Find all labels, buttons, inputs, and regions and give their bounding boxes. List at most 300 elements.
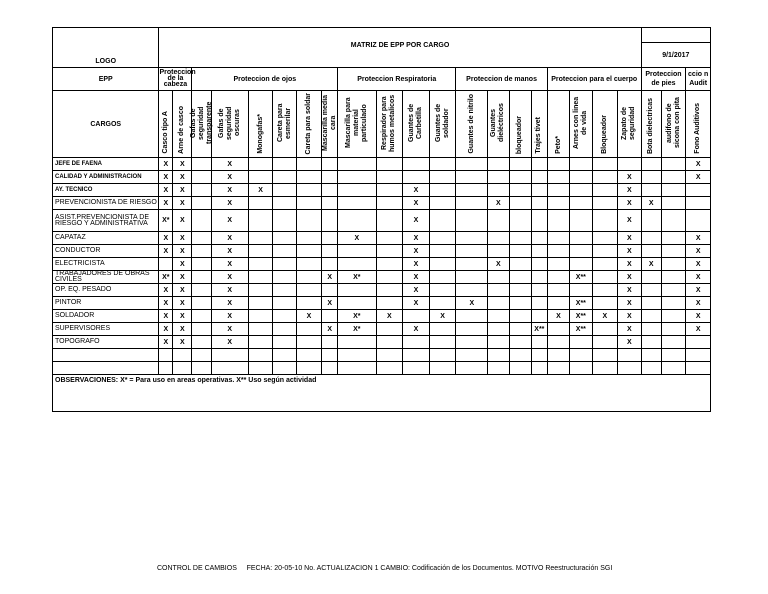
column-header bbox=[509, 91, 531, 158]
epp-mark: X bbox=[376, 310, 403, 323]
epp-mark bbox=[509, 336, 531, 349]
epp-mark: X bbox=[403, 284, 430, 297]
epp-mark bbox=[429, 349, 456, 362]
epp-mark: X bbox=[686, 232, 711, 245]
epp-mark bbox=[273, 210, 296, 232]
epp-mark bbox=[376, 336, 403, 349]
epp-mark: X* bbox=[159, 271, 173, 284]
epp-mark: X bbox=[618, 171, 642, 184]
epp-mark bbox=[592, 171, 618, 184]
epp-mark bbox=[547, 245, 569, 258]
column-header-label: Trajes tivet bbox=[535, 117, 543, 154]
column-header bbox=[189, 91, 213, 158]
epp-mark bbox=[509, 158, 531, 171]
epp-mark bbox=[641, 184, 661, 197]
epp-mark bbox=[338, 336, 376, 349]
epp-mark bbox=[570, 336, 592, 349]
epp-mark: X bbox=[173, 310, 192, 323]
epp-mark bbox=[248, 310, 272, 323]
epp-mark: X bbox=[338, 232, 376, 245]
column-header-label: Mascarilla para material particulado bbox=[344, 97, 368, 149]
epp-mark bbox=[322, 258, 338, 271]
epp-mark bbox=[296, 210, 322, 232]
epp-mark: X bbox=[159, 158, 173, 171]
epp-mark bbox=[273, 336, 296, 349]
epp-mark bbox=[547, 171, 569, 184]
observations-note: OBSERVACIONES: X* = Para uso en areas operativas. X** Uso según actividad bbox=[53, 375, 711, 412]
epp-mark bbox=[376, 158, 403, 171]
table-row bbox=[53, 349, 711, 362]
epp-mark bbox=[488, 349, 509, 362]
epp-mark: X bbox=[618, 258, 642, 271]
epp-mark bbox=[338, 245, 376, 258]
epp-mark bbox=[192, 184, 211, 197]
epp-mark bbox=[592, 232, 618, 245]
epp-mark bbox=[456, 171, 488, 184]
cargo-name: PINTOR bbox=[53, 297, 159, 310]
epp-mark: X bbox=[211, 158, 248, 171]
column-header-label: Mascarilla media cara bbox=[321, 94, 337, 152]
column-header bbox=[618, 91, 642, 158]
epp-mark bbox=[376, 323, 403, 336]
epp-mark: X bbox=[173, 284, 192, 297]
epp-mark: X bbox=[592, 310, 618, 323]
column-header-label: Peto* bbox=[554, 136, 562, 154]
epp-mark bbox=[248, 258, 272, 271]
epp-mark bbox=[531, 336, 547, 349]
epp-mark bbox=[273, 310, 296, 323]
epp-mark bbox=[488, 158, 509, 171]
epp-mark bbox=[192, 310, 211, 323]
epp-mark: X bbox=[641, 197, 661, 210]
epp-mark bbox=[592, 362, 618, 375]
table-row bbox=[53, 158, 711, 171]
epp-mark bbox=[273, 171, 296, 184]
epp-mark: X bbox=[296, 310, 322, 323]
epp-mark bbox=[429, 210, 456, 232]
epp-mark bbox=[488, 323, 509, 336]
column-header bbox=[592, 91, 618, 158]
epp-mark bbox=[456, 258, 488, 271]
epp-mark bbox=[456, 197, 488, 210]
epp-mark bbox=[570, 171, 592, 184]
epp-mark: X bbox=[403, 245, 430, 258]
epp-mark: X bbox=[322, 323, 338, 336]
cargos-label: CARGOS bbox=[53, 91, 159, 158]
group-header: Proteccion para el cuerpo bbox=[547, 68, 641, 91]
table-row bbox=[53, 184, 711, 197]
epp-mark bbox=[547, 284, 569, 297]
epp-mark bbox=[570, 184, 592, 197]
epp-mark bbox=[248, 245, 272, 258]
epp-mark: X bbox=[618, 323, 642, 336]
epp-mark bbox=[592, 245, 618, 258]
epp-mark bbox=[296, 323, 322, 336]
epp-mark: X bbox=[686, 171, 711, 184]
epp-mark bbox=[641, 245, 661, 258]
epp-mark bbox=[322, 171, 338, 184]
table-row bbox=[53, 171, 711, 184]
epp-mark bbox=[456, 310, 488, 323]
epp-mark bbox=[159, 258, 173, 271]
epp-mark bbox=[403, 158, 430, 171]
epp-mark bbox=[248, 349, 272, 362]
epp-mark bbox=[531, 232, 547, 245]
epp-mark: X bbox=[211, 271, 248, 284]
epp-mark bbox=[296, 297, 322, 310]
epp-mark bbox=[173, 349, 192, 362]
epp-mark bbox=[509, 362, 531, 375]
cargo-name bbox=[53, 349, 159, 362]
epp-mark bbox=[296, 336, 322, 349]
epp-mark: X** bbox=[570, 297, 592, 310]
epp-mark bbox=[547, 210, 569, 232]
epp-mark bbox=[429, 323, 456, 336]
document-date: 9/1/2017 bbox=[641, 43, 710, 68]
epp-mark bbox=[376, 232, 403, 245]
epp-mark: X* bbox=[338, 323, 376, 336]
epp-mark bbox=[296, 197, 322, 210]
epp-mark: X bbox=[159, 284, 173, 297]
epp-mark: X bbox=[618, 284, 642, 297]
column-header bbox=[403, 91, 430, 158]
column-header bbox=[429, 91, 456, 158]
epp-mark: X bbox=[618, 197, 642, 210]
epp-mark bbox=[570, 362, 592, 375]
epp-mark bbox=[429, 232, 456, 245]
epp-mark bbox=[192, 171, 211, 184]
logo: LOGO bbox=[53, 28, 159, 68]
column-header bbox=[686, 91, 711, 158]
column-header-label: Guantes de Carbetilla bbox=[407, 103, 423, 143]
epp-mark bbox=[456, 323, 488, 336]
cargo-name: PREVENCIONISTA DE RIESGO bbox=[53, 197, 159, 210]
epp-mark bbox=[192, 323, 211, 336]
epp-mark bbox=[531, 271, 547, 284]
epp-mark bbox=[661, 258, 685, 271]
epp-mark bbox=[592, 258, 618, 271]
table-row bbox=[53, 271, 711, 284]
epp-mark bbox=[192, 158, 211, 171]
epp-mark: X bbox=[686, 297, 711, 310]
epp-mark: X* bbox=[159, 210, 173, 232]
epp-mark bbox=[509, 184, 531, 197]
epp-mark bbox=[429, 258, 456, 271]
epp-mark bbox=[429, 362, 456, 375]
group-header: Proteccion de la cabeza bbox=[159, 68, 192, 91]
epp-mark: X bbox=[159, 197, 173, 210]
epp-mark bbox=[547, 297, 569, 310]
epp-mark bbox=[376, 271, 403, 284]
column-header bbox=[570, 91, 592, 158]
group-header: Proteccion de ojos bbox=[192, 68, 338, 91]
epp-mark bbox=[429, 197, 456, 210]
epp-mark bbox=[661, 197, 685, 210]
epp-mark bbox=[173, 362, 192, 375]
epp-mark bbox=[509, 323, 531, 336]
epp-mark: X bbox=[173, 258, 192, 271]
epp-mark bbox=[570, 232, 592, 245]
table-row bbox=[53, 297, 711, 310]
epp-mark bbox=[273, 284, 296, 297]
epp-mark bbox=[641, 271, 661, 284]
epp-mark bbox=[456, 362, 488, 375]
epp-mark bbox=[322, 158, 338, 171]
epp-mark bbox=[488, 310, 509, 323]
epp-mark bbox=[592, 184, 618, 197]
column-header-label: Gafas de seguridad oscuras bbox=[217, 106, 241, 140]
cargo-name: TOPOGRAFO bbox=[53, 336, 159, 349]
epp-mark: X** bbox=[531, 323, 547, 336]
column-header bbox=[338, 91, 376, 158]
epp-mark bbox=[509, 297, 531, 310]
epp-mark bbox=[338, 297, 376, 310]
epp-mark bbox=[641, 336, 661, 349]
cargo-name: OP. EQ. PESADO bbox=[53, 284, 159, 297]
group-header: Proteccion de manos bbox=[456, 68, 548, 91]
epp-mark bbox=[429, 158, 456, 171]
epp-mark: X bbox=[686, 258, 711, 271]
column-header-label: Careta para soldar bbox=[304, 92, 312, 154]
epp-mark bbox=[641, 158, 661, 171]
epp-mark bbox=[592, 271, 618, 284]
epp-mark: X bbox=[173, 336, 192, 349]
epp-mark bbox=[509, 171, 531, 184]
epp-mark bbox=[509, 232, 531, 245]
table-row bbox=[53, 210, 711, 232]
column-header-label: Guantes de nitrilo bbox=[467, 94, 475, 154]
epp-mark bbox=[296, 271, 322, 284]
epp-mark bbox=[570, 349, 592, 362]
epp-mark: X bbox=[488, 197, 509, 210]
epp-mark bbox=[686, 362, 711, 375]
epp-mark bbox=[273, 232, 296, 245]
epp-mark bbox=[273, 297, 296, 310]
epp-mark: X bbox=[403, 197, 430, 210]
epp-mark bbox=[531, 171, 547, 184]
column-header-label: Guantes dieléctricos bbox=[490, 103, 506, 143]
epp-mark bbox=[338, 171, 376, 184]
epp-mark bbox=[273, 362, 296, 375]
column-header bbox=[531, 91, 547, 158]
epp-mark: X bbox=[686, 271, 711, 284]
epp-mark bbox=[429, 284, 456, 297]
epp-mark bbox=[322, 349, 338, 362]
epp-mark bbox=[192, 245, 211, 258]
epp-mark bbox=[159, 349, 173, 362]
epp-mark bbox=[338, 258, 376, 271]
epp-mark: X bbox=[547, 310, 569, 323]
epp-mark bbox=[192, 232, 211, 245]
epp-mark: X bbox=[159, 245, 173, 258]
epp-mark: X bbox=[173, 210, 192, 232]
column-header bbox=[547, 91, 569, 158]
epp-mark bbox=[322, 362, 338, 375]
table-row bbox=[53, 258, 711, 271]
epp-mark bbox=[273, 184, 296, 197]
epp-mark bbox=[547, 336, 569, 349]
epp-mark bbox=[338, 197, 376, 210]
epp-mark bbox=[403, 336, 430, 349]
epp-mark bbox=[248, 158, 272, 171]
epp-mark bbox=[248, 336, 272, 349]
epp-mark bbox=[592, 284, 618, 297]
epp-mark bbox=[273, 245, 296, 258]
epp-mark bbox=[531, 349, 547, 362]
epp-mark bbox=[192, 197, 211, 210]
epp-mark bbox=[248, 210, 272, 232]
epp-mark bbox=[403, 171, 430, 184]
epp-mark: X bbox=[211, 171, 248, 184]
epp-mark bbox=[531, 197, 547, 210]
epp-mark bbox=[592, 158, 618, 171]
epp-mark bbox=[192, 297, 211, 310]
epp-mark bbox=[641, 323, 661, 336]
epp-mark bbox=[641, 362, 661, 375]
epp-mark bbox=[488, 210, 509, 232]
epp-mark: X bbox=[488, 258, 509, 271]
epp-mark bbox=[509, 258, 531, 271]
epp-mark bbox=[641, 232, 661, 245]
column-header-label: Guantes de soldador bbox=[434, 103, 450, 143]
epp-mark bbox=[429, 336, 456, 349]
epp-mark bbox=[403, 362, 430, 375]
epp-mark bbox=[661, 171, 685, 184]
epp-mark bbox=[570, 158, 592, 171]
epp-mark bbox=[338, 284, 376, 297]
epp-matrix-table bbox=[52, 27, 711, 412]
column-header-label: Bloqueador bbox=[600, 115, 608, 154]
cargo-name: JEFE DE FAENA bbox=[53, 158, 159, 171]
epp-mark bbox=[661, 297, 685, 310]
column-header bbox=[159, 91, 173, 158]
epp-mark bbox=[322, 197, 338, 210]
epp-mark bbox=[322, 336, 338, 349]
column-header-label: audifono de sicona con pita bbox=[665, 97, 681, 149]
epp-mark: X bbox=[159, 323, 173, 336]
epp-mark bbox=[338, 349, 376, 362]
epp-mark bbox=[661, 271, 685, 284]
epp-mark bbox=[509, 245, 531, 258]
epp-mark bbox=[592, 210, 618, 232]
epp-mark bbox=[429, 171, 456, 184]
epp-mark bbox=[338, 210, 376, 232]
epp-mark bbox=[376, 171, 403, 184]
epp-mark bbox=[570, 210, 592, 232]
epp-mark bbox=[592, 323, 618, 336]
epp-mark bbox=[376, 349, 403, 362]
group-header: ccio n Audit bbox=[686, 68, 711, 91]
epp-mark bbox=[547, 362, 569, 375]
epp-mark: X bbox=[173, 158, 192, 171]
epp-mark bbox=[192, 258, 211, 271]
epp-mark bbox=[661, 284, 685, 297]
epp-mark: X bbox=[211, 245, 248, 258]
column-header bbox=[296, 91, 322, 158]
column-header bbox=[376, 91, 403, 158]
epp-mark bbox=[248, 197, 272, 210]
column-header-label: Monogafas* bbox=[256, 114, 264, 154]
cargo-name: CALIDAD Y ADMINISTRACION bbox=[53, 171, 159, 184]
epp-mark bbox=[296, 184, 322, 197]
epp-mark bbox=[686, 336, 711, 349]
epp-mark bbox=[338, 184, 376, 197]
epp-mark: X bbox=[618, 297, 642, 310]
epp-mark: X bbox=[322, 271, 338, 284]
epp-mark: X bbox=[686, 323, 711, 336]
cargo-name: CONDUCTOR bbox=[53, 245, 159, 258]
epp-mark bbox=[661, 210, 685, 232]
epp-mark bbox=[192, 284, 211, 297]
epp-mark bbox=[248, 323, 272, 336]
epp-mark: X bbox=[618, 271, 642, 284]
cargo-name: ASIST.PREVENCIONISTA DE RIESGO Y ADMINISTRATIVA bbox=[53, 210, 159, 232]
epp-mark: X bbox=[211, 258, 248, 271]
epp-mark bbox=[429, 184, 456, 197]
epp-mark bbox=[248, 171, 272, 184]
epp-mark: X bbox=[173, 297, 192, 310]
epp-mark bbox=[488, 232, 509, 245]
epp-mark bbox=[570, 284, 592, 297]
epp-mark bbox=[661, 158, 685, 171]
epp-mark bbox=[456, 284, 488, 297]
epp-mark bbox=[273, 271, 296, 284]
epp-label: EPP bbox=[53, 68, 159, 91]
epp-mark bbox=[376, 362, 403, 375]
epp-mark bbox=[547, 349, 569, 362]
epp-mark bbox=[661, 184, 685, 197]
epp-mark bbox=[192, 362, 211, 375]
epp-mark bbox=[456, 336, 488, 349]
epp-mark bbox=[641, 349, 661, 362]
epp-mark bbox=[192, 336, 211, 349]
epp-mark: X bbox=[211, 284, 248, 297]
epp-mark: X bbox=[211, 336, 248, 349]
group-header: Proteccion Respiratoria bbox=[338, 68, 456, 91]
epp-mark bbox=[159, 362, 173, 375]
table-row bbox=[53, 362, 711, 375]
epp-mark bbox=[403, 310, 430, 323]
epp-mark bbox=[547, 184, 569, 197]
column-header-label: Casco tipo A bbox=[161, 111, 169, 154]
epp-mark bbox=[322, 210, 338, 232]
epp-mark: X bbox=[159, 336, 173, 349]
epp-mark bbox=[376, 210, 403, 232]
epp-mark: X bbox=[211, 232, 248, 245]
column-header bbox=[248, 91, 272, 158]
epp-mark: X bbox=[403, 210, 430, 232]
epp-mark bbox=[686, 197, 711, 210]
epp-mark bbox=[296, 362, 322, 375]
epp-mark bbox=[488, 336, 509, 349]
epp-mark: X** bbox=[570, 323, 592, 336]
epp-mark: X bbox=[173, 171, 192, 184]
epp-mark bbox=[376, 197, 403, 210]
column-header-label: Bota dielectricas bbox=[647, 97, 655, 154]
epp-mark: X bbox=[618, 210, 642, 232]
epp-mark bbox=[547, 232, 569, 245]
epp-mark: X bbox=[686, 284, 711, 297]
epp-mark bbox=[509, 197, 531, 210]
epp-mark bbox=[248, 297, 272, 310]
epp-mark bbox=[322, 245, 338, 258]
epp-mark: X bbox=[248, 184, 272, 197]
epp-mark: X bbox=[211, 184, 248, 197]
column-header-label: Arne de casco bbox=[178, 106, 186, 154]
table-row bbox=[53, 197, 711, 210]
epp-mark bbox=[531, 210, 547, 232]
epp-mark bbox=[547, 271, 569, 284]
